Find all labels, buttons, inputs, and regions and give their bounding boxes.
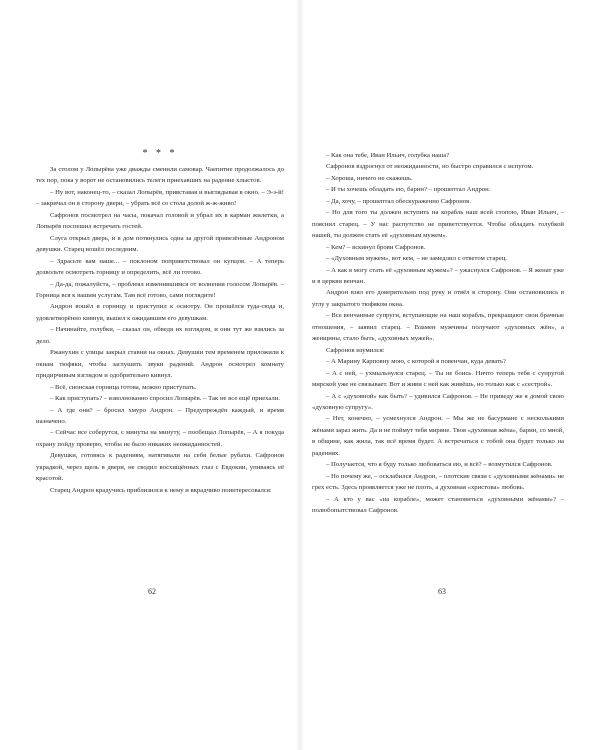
book-gutter (296, 0, 304, 750)
paragraph: – Нет, конечно, – усмехнулся Андрон. – Мы же не басурмане с несколькими жёнами зараз жить. Да и не поймут тебя миряне. Твоя «духовная жёна», барин, со мной, в общине, как жила, так всё время будет. А встречаться с тобой она будет только на радениях. (312, 415, 564, 457)
right-page (312, 148, 564, 517)
paragraph: За столом у Лопырёва уже дважды сменили самовар. Чаепитие продолжалось до тех пор, пока у ворот не остановились телеги приехавших на радение хлыстов. (36, 166, 284, 185)
paragraph: Андрон взял его доверительно под руку и отвёл в сторону. Они остановились в углу у закрытого тюфяком окна. (312, 289, 564, 308)
paragraph: – Начинайте, голубки, – сказал он, обведя их взглядом, и они тут же взялись за дело. (36, 326, 284, 345)
paragraph: – А как я могу стать её «духовным мужем»? – ужаснулся Сафронов. – Я женат уже и в церкви венчан. (312, 266, 564, 285)
paragraph: – А где они? – бросил хмуро Андрон. – Предупреждён каждый, и время назначено. (36, 406, 284, 425)
page-number-left: 62 (148, 587, 156, 596)
paragraph: – Но для того ты должен вступить на корабль наш всей стопою, Иван Ильич, – пояснил старец. – У нас распутство не приветствуется. Чтобы обладать голубкой нашей, ты должен стать её «духовным мужем». (312, 209, 564, 240)
paragraph: Девушки, готовясь к радениям, натягивали на себя белые рубахи. Сафронов украдкой, через щель в двери, не сводил восхищённых глаз с Евдокии, упиваясь её красотой. (36, 452, 284, 483)
paragraph: – А с «духовной» как быть? – удивился Сафронов. – Не приведу же я домой свою «духовную супругу». (312, 392, 564, 411)
paragraph: – А с ней, – ухмыльнулся старец. – Ты не боись. Ничто теперь тебя с супругой мирской уже не связывает. Вот и живи с ней как живёшь, но только как с «сестрой». (312, 369, 564, 389)
paragraph: – И ты хочешь обладать ею, барин? – прошептал Андрон. (326, 186, 491, 194)
paragraph: – А кто у вас «на корабле», может становиться «духовными жёнами»? – полюбопытствовал Сафронов. (312, 495, 564, 515)
paragraph: Андрон вошёл в горницу и приступил к осмотру. Он прошёлся туда-сюда и, удовлетворённо кивнув, вышел к ожидавшим его девушкам. (36, 303, 284, 322)
paragraph: – Кем? – вскинул брови Сафронов. (326, 243, 426, 251)
paragraph: – Все венчанные супруги, вступающие на наш корабль, прекращают свои брачные отношения, – заявил старец. – Взамен мужчины получают «духовных жён», а женщины, стало быть, «духовных мужей». (312, 312, 564, 343)
paragraph: – «Духовным мужем», вот кем, – не замедлил с ответом старец. (326, 255, 507, 263)
paragraph: Сафронов изумился: (326, 346, 385, 354)
paragraph: – Всё, сионская горница готова, можно приступать. (50, 383, 197, 391)
paragraph: Старец Андрон крадучись приблизился к нему и вкрадчиво поинтересовался: (50, 486, 272, 494)
paragraph: – Ну вот, наконец-то, – сказал Лопырёв, привставая и выглядывая в окно. – Э-э-й! – закричал он в сторону двери, – убрать всё со стола долой ж-ж-живо! (36, 188, 284, 208)
left-page (36, 148, 284, 496)
section-ornament: * * * (142, 148, 178, 159)
paragraph: – Да-да, пожалуйста, – проблеял изменившимся от волнения голосом Лопырёв. – Горница вся к вашим услугам. Там всё готово, сами поглядите! (36, 280, 284, 299)
paragraph: – Здрасьте вам наше... – поклоном поприветствовал он купцов. – А теперь дозвольте осмотреть горницу и определить, всё ли готово. (36, 257, 284, 277)
paragraph: Слуга открыл дверь, и в дом потянулись одна за другой привезённые Андроном девушки. Старец вошёл последним. (36, 234, 284, 254)
paragraph: – А Марину Карповну мою, с которой я повенчан, куда девать? (326, 358, 507, 366)
paragraph: – Получается, что я буду только любоваться ею, и всё? – возмутился Сафронов. (326, 461, 553, 469)
right-page-text (312, 150, 564, 517)
left-page-text (36, 164, 284, 496)
paragraph: Ржанухин с улицы закрыл ставни на окнах. Девушки тем временем приложили к окнам тюфяки, чтобы заглушить звуки радений. Андрон осмотрел комнату придирчивым взглядом и одобрительно кивнул. (36, 349, 284, 380)
paragraph: Сафронов вздрогнул от неожиданности, но быстро справился с испугом. (326, 163, 534, 171)
page-number-right: 63 (438, 587, 446, 596)
paragraph: – Сейчас все соберутся, с минуты на минуту, – пообещал Лопырёв, – А я покуда охрану пойду проверю, чтобы не было никаких неожиданностей. (36, 429, 284, 448)
paragraph: Сафронов посмотрел на часы, покачал головой и убрал их в карман жилетки, а Лопырёв поспешил встречать гостей. (36, 211, 284, 231)
paragraph: – Да, хочу, – прошептал обескураженно Сафронов. (326, 197, 471, 205)
paragraph: – Как она тебе, Иван Ильич, голубка наша? (326, 152, 450, 159)
paragraph: – Хороша, ничего не скажешь. (326, 174, 413, 182)
paragraph: – Как приступать? – взволнованно спросил Лопырёв. – Так не все ещё приехали. (50, 395, 280, 403)
paragraph: – Но почему же, – осклабился Андрон, – плотские связи с «духовными жёнами» не грех есть. Здесь проявляется уже не плоть, а духовная «христова» любовь. (312, 472, 564, 492)
